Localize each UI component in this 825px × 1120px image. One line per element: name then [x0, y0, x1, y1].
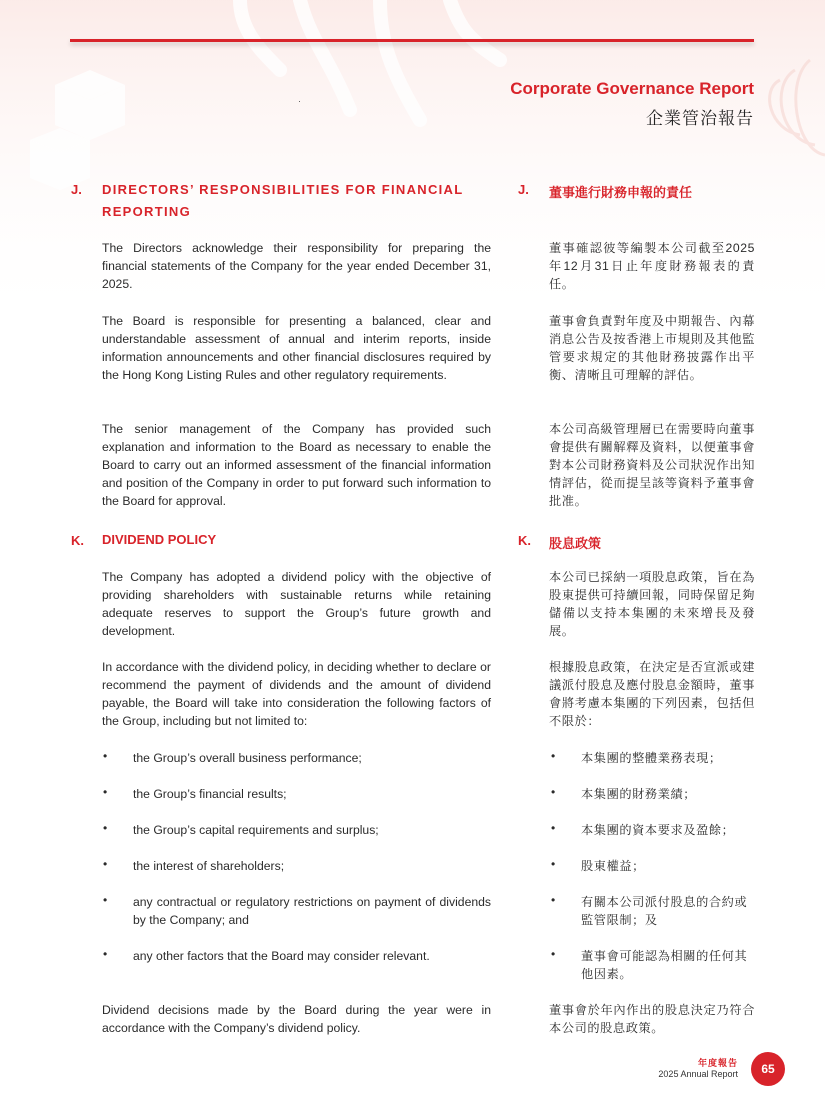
bullet-icon: • [551, 785, 556, 799]
section-k-paragraph-en-3: Dividend decisions made by the Board during the year were in accordance with the Company’s dividend policy. [102, 1003, 491, 1035]
page-number: 65 [761, 1062, 775, 1076]
bullet-item-en-5: any contractual or regulatory restrictions on payment of dividends by the Company; and [133, 895, 491, 927]
section-j-paragraph-zh-3: 本公司高級管理層已在需要時向董事會提供有關解釋及資料，以便董事會對本公司財務資料及公司狀況作出知情評估，從而提呈該等資料予董事會批准。 [549, 422, 755, 508]
footer-report-zh: 年度報告 [697, 1058, 738, 1068]
bullet-icon: • [103, 749, 108, 763]
bullet-item-en-3: the Group’s capital requirements and surplus; [133, 823, 379, 837]
section-k-title-zh: 股息政策 [549, 536, 602, 551]
report-title-zh: 企業管治報告 [646, 109, 754, 128]
section-k-title-en: DIVIDEND POLICY [102, 532, 217, 547]
bullet-item-en-1: the Group’s overall business performance; [133, 751, 362, 765]
section-k-paragraph-en-2: In accordance with the dividend policy, in deciding whether to declare or recommend the payment of dividends and the amount of dividend payable, the Board will take into consideration the following factors of the Group, including but not limited to: [102, 660, 491, 728]
section-k-paragraph-zh-1: 本公司已採納一項股息政策，旨在為股東提供可持續回報，同時保留足夠儲備以支持本集團的未來增長及發展。 [549, 570, 755, 638]
section-j-title-zh: 董事進行財務申報的責任 [549, 185, 693, 200]
bullet-icon: • [551, 857, 556, 871]
section-j-letter-en: J. [71, 182, 82, 197]
decorative-dot [299, 101, 300, 102]
section-k-paragraph-zh-3: 董事會於年內作出的股息決定乃符合本公司的股息政策。 [549, 1003, 755, 1035]
bullet-icon: • [551, 947, 556, 961]
section-k-paragraph-en-1: The Company has adopted a dividend policy with the objective of providing shareholders with sustainable returns while retaining adequate reserves to support the Group’s future growth and development. [102, 570, 491, 638]
footer-report-en: 2025 Annual Report [658, 1069, 738, 1079]
bullet-icon: • [103, 785, 108, 799]
bullet-icon: • [551, 821, 556, 835]
bullet-item-zh-2: 本集團的財務業績； [581, 787, 697, 801]
bullet-icon: • [103, 947, 108, 961]
bullet-icon: • [103, 857, 108, 871]
bullet-icon: • [551, 893, 556, 907]
bullet-item-zh-4: 股東權益； [581, 859, 645, 873]
bullet-item-zh-3: 本集團的資本要求及盈餘； [581, 823, 735, 837]
bullet-item-zh-1: 本集團的整體業務表現； [581, 751, 722, 765]
bullet-item-zh-6: 董事會可能認為相關的任何其他因素。 [581, 949, 748, 981]
bullet-item-en-2: the Group’s financial results; [133, 787, 287, 801]
section-j-title-en: DIRECTORS’ RESPONSIBILITIES FOR FINANCIAL REPORTING [102, 182, 464, 219]
bullet-item-en-4: the interest of shareholders; [133, 859, 285, 873]
section-k-letter-en: K. [71, 533, 84, 548]
bullet-item-zh-5: 有關本公司派付股息的合約或監管限制；及 [581, 895, 748, 927]
section-j-letter-zh: J. [518, 182, 529, 197]
bullet-icon: • [551, 749, 556, 763]
header-rule [70, 39, 754, 42]
bullet-item-en-6: any other factors that the Board may consider relevant. [133, 949, 430, 963]
section-j-paragraph-en-3: The senior management of the Company has provided such explanation and information to the Board as necessary to enable the Board to carry out an informed assessment of the financial information and position of the Company in order to put forward such information to the Board for approval. [102, 422, 491, 508]
report-title-en: Corporate Governance Report [510, 79, 754, 98]
section-j-paragraph-zh-2: 董事會負責對年度及中期報告、內幕消息公告及按香港上市規則及其他監管要求規定的其他財務披露作出平衡、清晰且可理解的評估。 [549, 314, 755, 382]
section-j-paragraph-en-2: The Board is responsible for presenting a balanced, clear and understandable assessment of annual and interim reports, inside information announcements and other financial disclosures required by the Hong Kong Listing Rules and other regulatory requirements. [102, 314, 491, 382]
section-k-letter-zh: K. [518, 533, 531, 548]
bullet-icon: • [103, 893, 108, 907]
section-j-paragraph-zh-1: 董事確認彼等編製本公司截至2025年12月31日止年度財務報表的責任。 [549, 241, 755, 291]
section-j-paragraph-en-1: The Directors acknowledge their responsibility for preparing the financial statements of the Company for the year ended December 31, 2025. [102, 241, 491, 291]
bullet-icon: • [103, 821, 108, 835]
section-k-paragraph-zh-2: 根據股息政策，在決定是否宣派或建議派付股息及應付股息金額時，董事會將考慮本集團的下列因素，包括但不限於： [549, 660, 755, 728]
